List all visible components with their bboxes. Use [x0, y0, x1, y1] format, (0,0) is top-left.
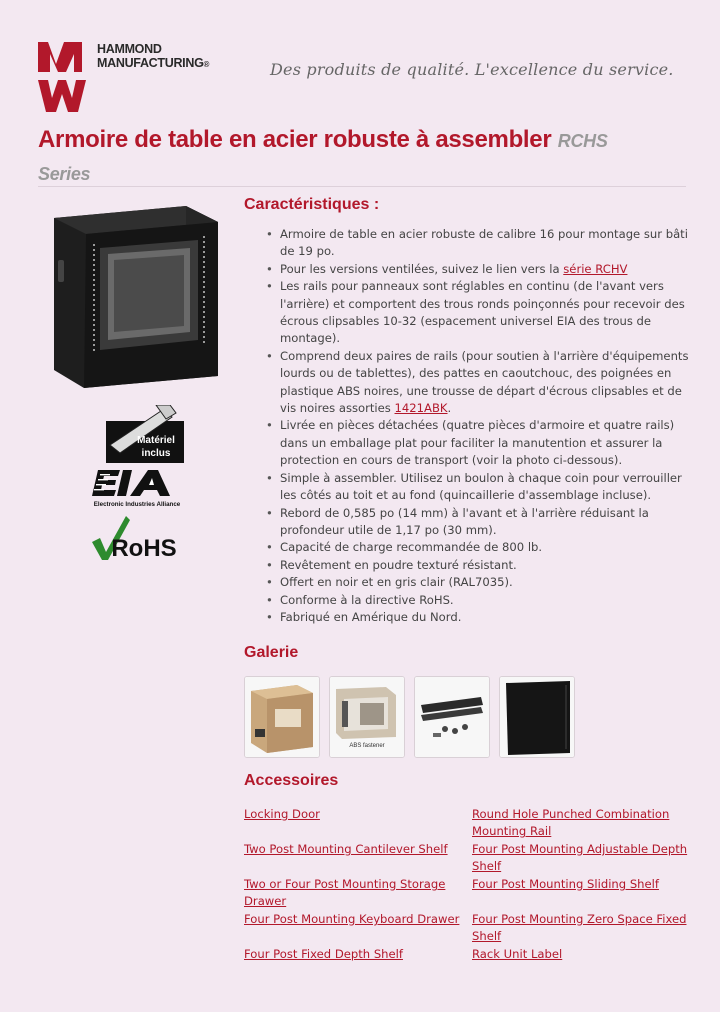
accessory-link-storage-drawer[interactable]: Two or Four Post Mounting Storage Drawer — [244, 877, 446, 909]
packaging-photo — [245, 677, 319, 757]
parts-photo — [330, 677, 404, 757]
gallery-thumb-rails[interactable] — [414, 676, 490, 758]
gallery-thumb-packaging[interactable] — [244, 676, 320, 758]
tools-badge-line1: Matériel — [137, 435, 175, 446]
feature-text: Rebord de 0,585 po (14 mm) à l'avant et à l'arrière réduisant la profondeur utile de 1,17 po (30 mm). — [280, 505, 649, 537]
brand-line-2: MANUFACTURING — [97, 56, 204, 70]
gallery-thumb-panel[interactable] — [499, 676, 575, 758]
brand-line-1: HAMMOND — [97, 42, 162, 56]
feature-text: Livrée en pièces détachées (quatre pièces d'armoire et quatre rails) dans un emballage plat pour faciliter la manutention et assurer la protection en cours de transport (voir la photo ci-dessous). — [280, 418, 675, 468]
features-heading: Caractéristiques : — [244, 196, 380, 213]
features-section — [244, 196, 694, 626]
eia-logo — [90, 466, 184, 508]
feature-item — [280, 226, 694, 261]
accessory-link-cantilever-shelf[interactable]: Two Post Mounting Cantilever Shelf — [244, 842, 448, 856]
accessory-link-adjustable-shelf[interactable]: Four Post Mounting Adjustable Depth Shelf — [472, 842, 688, 874]
feature-item — [280, 261, 694, 278]
page-title — [38, 124, 688, 190]
accessory-link-sliding-shelf[interactable]: Four Post Mounting Sliding Shelf — [472, 877, 659, 891]
feature-text: Simple à assembler. Utilisez un boulon à chaque coin pour verrouiller les côtés au toit et au fond (quincaillerie d'assemblage incluse). — [280, 470, 682, 503]
product-image — [48, 200, 228, 388]
brand-name — [97, 42, 209, 72]
series-word: Series — [38, 164, 91, 184]
feature-item — [280, 278, 694, 348]
gallery-heading: Galerie — [244, 644, 299, 661]
parts-photo-caption: ABS fastener — [349, 743, 385, 749]
accessory-link-locking-door[interactable]: Locking Door — [244, 807, 320, 821]
title-divider — [38, 186, 686, 187]
rohs-label: RoHS — [111, 535, 177, 562]
accessory-link-mounting-rail[interactable]: Round Hole Punched Combination Mounting Rail — [472, 807, 670, 839]
accessory-link-zero-space-shelf[interactable]: Four Post Mounting Zero Space Fixed Shelf — [472, 912, 687, 944]
rchv-series-link[interactable]: série RCHV — [563, 261, 628, 276]
feature-item — [280, 592, 694, 609]
tools-badge-line2: inclus — [141, 448, 171, 459]
feature-text: Fabriqué en Amérique du Nord. — [280, 609, 462, 624]
feature-text: Comprend deux paires de rails (pour soutien à l'arrière d'équipements lourds ou de tablettes), des pattes en caoutchouc, des poignées en plastique ABS noires, une trousse de départ d'écrous clipsables et de vis noires assorties — [280, 348, 689, 416]
accessory-link-rack-unit-label[interactable]: Rack Unit Label — [472, 947, 563, 961]
hardware-included-badge — [106, 405, 184, 463]
registered-mark: ® — [203, 60, 210, 69]
features-list — [244, 226, 694, 626]
rohs-badge — [90, 514, 186, 562]
feature-item — [280, 348, 694, 418]
accessory-link-keyboard-drawer[interactable]: Four Post Mounting Keyboard Drawer — [244, 912, 460, 926]
title-text: Armoire de table en acier robuste à assembler — [38, 126, 552, 153]
feature-text: Capacité de charge recommandée de 800 lb. — [280, 540, 543, 555]
feature-text: Offert en noir et en gris clair (RAL7035). — [280, 575, 513, 590]
feature-text: Conforme à la directive RoHS. — [280, 592, 454, 607]
feature-item — [280, 470, 694, 505]
series-code: RCHS — [557, 131, 608, 151]
eia-caption: Electronic Industries Alliance — [93, 501, 181, 508]
accessories-heading: Accessoires — [244, 772, 339, 789]
feature-text: Pour les versions ventilées, suivez le lien vers la — [280, 261, 564, 276]
feature-item — [280, 609, 694, 626]
feature-text: Les rails pour panneaux sont réglables en continu (de l'avant vers l'arrière) et comportent des trous ronds poinçonnés pour recevoir des écrous clipsables 10-32 (espacement universel EIA des trous de montage). — [280, 279, 685, 346]
feature-item — [280, 417, 694, 469]
feature-item — [280, 574, 694, 591]
rails-photo — [415, 677, 489, 757]
feature-item — [280, 557, 694, 574]
feature-item — [280, 505, 694, 540]
gallery-thumb-parts[interactable] — [329, 676, 405, 758]
accessory-link-fixed-depth-shelf[interactable]: Four Post Fixed Depth Shelf — [244, 947, 403, 961]
1421abk-link[interactable]: 1421ABK — [394, 401, 448, 416]
page-header — [0, 0, 720, 118]
tagline: Des produits de qualité. L'excellence du service. — [270, 60, 674, 79]
feature-text: Revêtement en poudre texturé résistant. — [280, 557, 517, 572]
feature-text: Armoire de table en acier robuste de calibre 16 pour montage sur bâti de 19 po. — [280, 227, 688, 259]
panel-photo — [500, 677, 574, 757]
feature-text-end: . — [447, 401, 452, 416]
feature-item — [280, 539, 694, 556]
hammond-logo-icon[interactable] — [38, 42, 86, 112]
